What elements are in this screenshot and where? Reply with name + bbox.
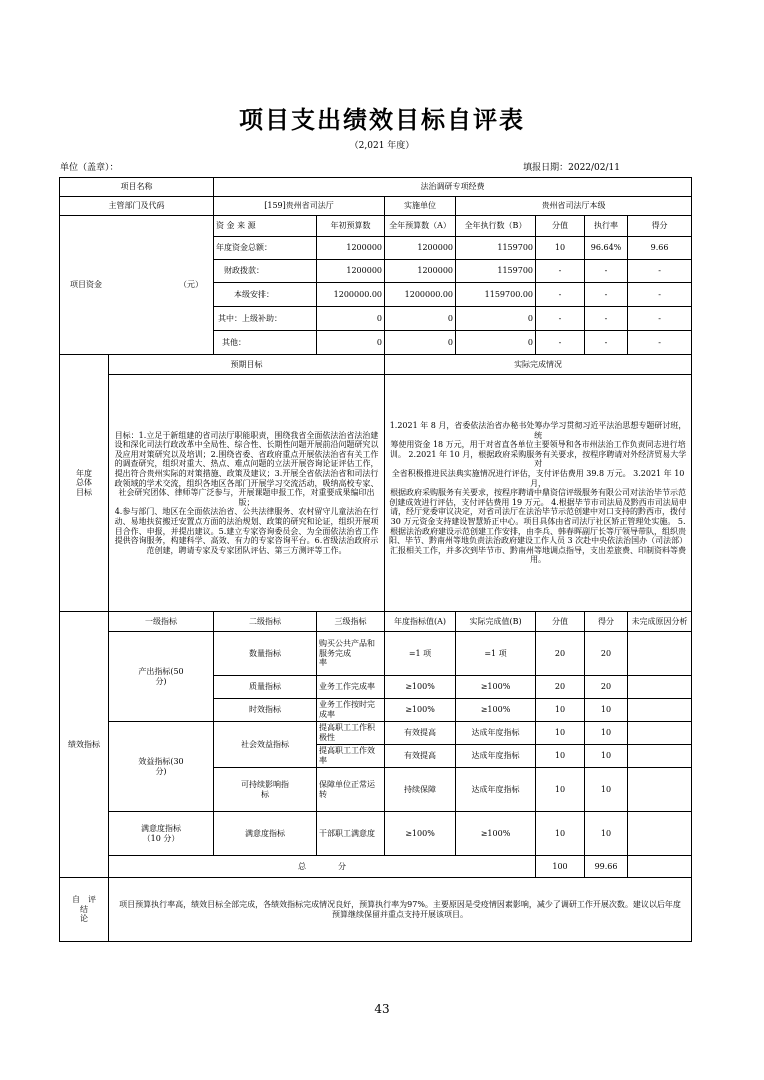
expected-header: 预期目标 [109, 355, 385, 375]
satisfaction-indicator-label: 满意度指标 （10 分） [109, 812, 214, 856]
impl-value: 贵州省司法厅本级 [456, 197, 692, 216]
funds-executed: 1159700 [456, 260, 536, 283]
evaluation-label: 自 评 结 论 [60, 878, 109, 942]
perf-header-lvl2: 二级指标 [214, 612, 317, 632]
funds-rate: - [585, 331, 628, 355]
dept-label: 主管部门及代码 [60, 197, 214, 216]
output-indicator-label: 产出指标(50 分) [109, 632, 214, 722]
perf-row [60, 812, 692, 856]
evaluation-row [60, 878, 692, 942]
perf-actual: =1 项 [456, 632, 536, 676]
funds-header-score: 得分 [628, 216, 692, 237]
total-value: 100 [536, 856, 585, 878]
perf-header-reason: 未完成原因分析 [628, 612, 692, 632]
perf-value: 10 [536, 768, 585, 812]
funds-source: 本级安排： [214, 283, 317, 307]
perf-lvl3: 干部职工满意度 [317, 812, 385, 856]
funds-rate: - [585, 283, 628, 307]
funds-annual: 0 [385, 307, 456, 331]
funds-header-executed: 全年执行数（B） [456, 216, 536, 237]
perf-target: =1 项 [385, 632, 456, 676]
funds-source: 年度资金总额： [214, 237, 317, 260]
fiscal-year: （2,021 年度） [349, 141, 415, 151]
funds-header-score-value: 分值 [536, 216, 585, 237]
perf-reason [628, 722, 692, 745]
perf-actual: 达成年度指标 [456, 722, 536, 745]
perf-row [60, 632, 692, 676]
perf-reason [628, 699, 692, 722]
project-name: 法治调研专项经费 [214, 178, 692, 197]
funds-initial: 1200000.00 [317, 283, 385, 307]
actual-completion: 1.2021 年 8 月，省委依法治省办秘书处筹办学习贯彻习近平法治思想专题研讨班，统 筹使用资金 18 万元，用于对省直各单位主要领导和各市州法治工作负责同志进行培 训。 2.2021 年 10 月，根据政府采购服务有关要求，按程序聘请对外经济贸易大学对 全省积极推进民法典实施情况进行评估，支付评估费用 39.8 万元。 3.2021 年 10 月， 根据政府采购服务有关要求，按程序聘请中鼎资信评级服务有限公司对法治毕节示范 创建成效进行评估，支付评估费用 19 万元。 4.根据毕节市司法局及黔西市司法局申 请，经厅党委审议决定，对省司法厅在法治毕节示范创建中对口支持的黔西市，拨付 30 万元资金支持建设智慧矫正中心。项目具体由省司法厅社区矫正管理处实施。 5. 根据法治政府建设示范创建工作安排，由李兵、韩春晖副厅长等厅领导带队，组织贵 阳、毕节、黔南州等地负责法治政府建设工作人员 3 次赴中央依法治国办（司法部） 汇报相关工作，并多次到毕节市、黔南州等地调点指导，支出差旅费、印制资料等费 用。 [385, 375, 692, 612]
funds-score: - [628, 260, 692, 283]
department-row [60, 197, 692, 216]
funds-score: - [628, 283, 692, 307]
funds-score-value: - [536, 307, 585, 331]
funds-score-value: - [536, 331, 585, 355]
funds-rate: - [585, 260, 628, 283]
funds-score-value: - [536, 283, 585, 307]
evaluation-table [59, 177, 692, 942]
perf-value: 20 [536, 632, 585, 676]
perf-reason [628, 745, 692, 768]
funds-executed: 0 [456, 331, 536, 355]
perf-header-value: 分值 [536, 612, 585, 632]
benefit-indicator-label: 效益指标(30 分) [109, 722, 214, 812]
perf-header-row [60, 612, 692, 632]
page-title: 项目支出绩效目标自评表 [239, 105, 525, 134]
expected-goals: 目标：1.立足于新组建的省司法厅职能职责，围绕我省全面依法治省法治建 设和深化司法行政改革中全局性、综合性、长期性问题开展前沿问题研究以 及应用对策研究以及培训；2.围绕省委、省政府重点开展依法治省有关工作 的调查研究，组织对重大、热点、难点问题的立法开展咨询论证评估工作， 提出符合贵州实际的对策措施、政策及建议；3.开展全省依法治省和司法行 政领域的学术交流，组织各地区各部门开展学习交流活动，吸纳高校专家、 社会研究团体、律师等广泛参与，开展课题申报工作，对重要成果编印出版； 4.参与部门、地区在全面依法治省、公共法律服务、农村留守儿童法治在行 动、易地扶贫搬迁安置点方面的法治规划、政策的研究和论证，组织开展项 目合作、申报，并提出建议。5.建立专家咨询委员会、为全面依法治省工作 提供咨询服务，构建科学、高效、有力的专家咨询平台。6.省级法治政府示 范创建，聘请专家及专家团队评估、第三方测评等工作。 [109, 375, 385, 612]
funds-annual: 1200000.00 [385, 283, 456, 307]
perf-lvl2: 满意度指标 [214, 812, 317, 856]
perf-score: 10 [585, 699, 628, 722]
total-row [60, 856, 692, 878]
funds-score: 9.66 [628, 237, 692, 260]
perf-lvl3: 保障单位正常运转 [317, 768, 385, 812]
fill-date: 填报日期：2022/02/11 [523, 163, 620, 173]
funds-executed: 1159700.00 [456, 283, 536, 307]
perf-lvl3: 提高职工工作效率 [317, 745, 385, 768]
perf-lvl2: 质量指标 [214, 676, 317, 699]
perf-lvl2: 时效指标 [214, 699, 317, 722]
funds-executed: 0 [456, 307, 536, 331]
funds-score-value: 10 [536, 237, 585, 260]
funds-label-cell [60, 216, 214, 355]
perf-reason [628, 812, 692, 856]
dept-value: [159]贵州省司法厅 [214, 197, 385, 216]
goal-label: 年度 总体 目标 [60, 355, 109, 612]
perf-actual: ≥100% [456, 676, 536, 699]
perf-score: 10 [585, 812, 628, 856]
funds-score: - [628, 307, 692, 331]
actual-header: 实际完成情况 [385, 355, 692, 375]
funds-annual: 1200000 [385, 260, 456, 283]
perf-header-score: 得分 [585, 612, 628, 632]
perf-value: 10 [536, 812, 585, 856]
goal-header-row [60, 355, 692, 375]
perf-score: 10 [585, 745, 628, 768]
funds-header-rate: 执行率 [585, 216, 628, 237]
perf-value: 10 [536, 722, 585, 745]
perf-value: 20 [536, 676, 585, 699]
perf-reason [628, 676, 692, 699]
perf-header-target: 年度指标值(A) [385, 612, 456, 632]
perf-row [60, 722, 692, 745]
total-label: 总 分 [109, 856, 536, 878]
perf-score: 20 [585, 676, 628, 699]
funds-header-annual: 全年预算数（A） [385, 216, 456, 237]
impl-label: 实施单位 [385, 197, 456, 216]
perf-lvl3: 业务工作完成率 [317, 676, 385, 699]
funds-score: - [628, 331, 692, 355]
goal-content-row [60, 375, 692, 612]
funds-initial: 0 [317, 307, 385, 331]
funds-label: 项目资金 [70, 280, 102, 290]
perf-target: ≥100% [385, 676, 456, 699]
funds-initial: 0 [317, 331, 385, 355]
funds-header-initial: 年初预算数 [317, 216, 385, 237]
perf-lvl3: 业务工作按时完成率 [317, 699, 385, 722]
total-score: 99.66 [585, 856, 628, 878]
funds-header-source: 资 金 来 源 [214, 216, 317, 237]
perf-target: 持续保障 [385, 768, 456, 812]
project-name-label: 项目名称 [60, 178, 214, 197]
perf-header-actual: 实际完成值(B) [456, 612, 536, 632]
perf-actual: ≥100% [456, 699, 536, 722]
funds-rate: - [585, 307, 628, 331]
funds-source: 财政拨款： [214, 260, 317, 283]
perf-reason [628, 632, 692, 676]
perf-actual: 达成年度指标 [456, 745, 536, 768]
perf-lvl2: 可持续影响指 标 [214, 768, 317, 812]
funds-executed: 1159700 [456, 237, 536, 260]
perf-label: 绩效指标 [60, 612, 109, 878]
perf-target: ≥100% [385, 699, 456, 722]
funds-initial: 1200000 [317, 260, 385, 283]
funds-rate: 96.64% [585, 237, 628, 260]
perf-score: 10 [585, 722, 628, 745]
page-number: 43 [374, 1002, 390, 1016]
perf-lvl3: 提高职工工作积极性 [317, 722, 385, 745]
perf-target: 有效提高 [385, 745, 456, 768]
perf-score: 20 [585, 632, 628, 676]
funds-source: 其中：上级补助： [214, 307, 317, 331]
funds-initial: 1200000 [317, 237, 385, 260]
perf-lvl2: 社会效益指标 [214, 722, 317, 768]
funds-source: 其他： [214, 331, 317, 355]
perf-score: 10 [585, 768, 628, 812]
perf-actual: 达成年度指标 [456, 768, 536, 812]
perf-lvl2: 数量指标 [214, 632, 317, 676]
funds-unit: （元） [179, 280, 204, 290]
funds-annual: 1200000 [385, 237, 456, 260]
perf-header-lvl3: 三级指标 [317, 612, 385, 632]
funds-header-row [60, 216, 692, 237]
perf-header-lvl1: 一级指标 [109, 612, 214, 632]
unit-label: 单位（盖章）： [60, 163, 119, 173]
perf-value: 10 [536, 745, 585, 768]
perf-lvl3: 购买公共产品和服务完成 率 [317, 632, 385, 676]
project-name-row [60, 178, 692, 197]
perf-actual: ≥100% [456, 812, 536, 856]
funds-score-value: - [536, 260, 585, 283]
evaluation-conclusion: 项目预算执行率高，绩效目标全部完成，各绩效指标完成情况良好，预算执行率为97%。主要原因是受疫情因素影响，减少了调研工作开展次数。建议以后年度 预算继续保留并重点支持开展该项目。 [109, 878, 692, 942]
perf-target: ≥100% [385, 812, 456, 856]
funds-annual: 0 [385, 331, 456, 355]
perf-target: 有效提高 [385, 722, 456, 745]
total-reason [628, 856, 692, 878]
perf-reason [628, 768, 692, 812]
perf-value: 10 [536, 699, 585, 722]
